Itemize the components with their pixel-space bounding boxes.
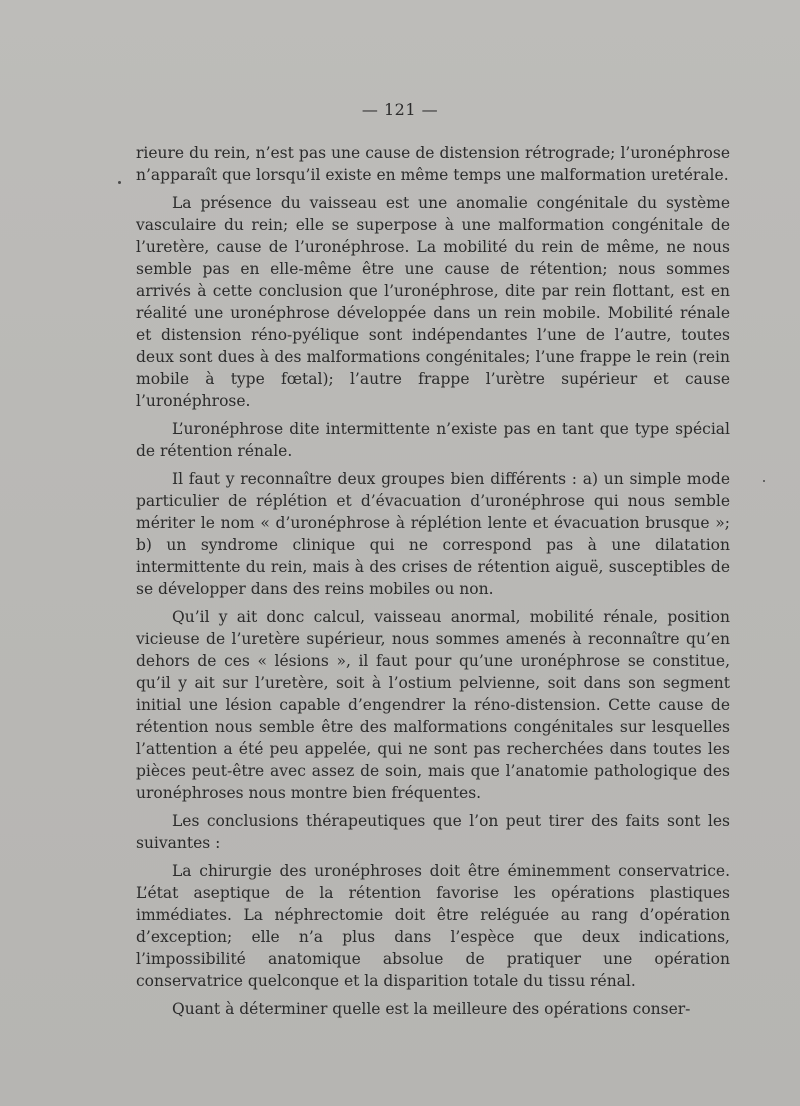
paragraph-7: La chirurgie des uronéphroses doit être éminemment conservatrice. L’état aseptique de la rétention favorise les opérations plastiques immédiates. La néphrectomie doit être reléguée au rang d’opération d’exception; elle n’a plus dans l’espèce que deux indications, l’impossibilité anatomique absolue de pratiquer une opération conservatrice quelconque et la disparition totale du tissu rénal. (136, 862, 730, 990)
page-number: — 121 — (361, 100, 439, 119)
scan-speck (763, 480, 765, 482)
paragraph-2: La présence du vaisseau est une anomalie congénitale du système vasculaire du rein; elle se superpose à une malformation congénitale de l’uretère, cause de l’uronéphrose. La mobilité du rein de même, ne nous semble pas en elle-même être une cause de rétention; nous sommes arrivés à cette conclusion que l’uronéphrose, dite par rein flottant, est en réalité une uronéphrose développée dans un rein mobile. Mobilité rénale et distension réno-pyélique sont indépendantes l’une de l’autre, toutes deux sont dues à des malformations congénitales; l’une frappe le rein (rein mobile à type fœtal); l’autre frappe l’urètre supérieur et cause l’uronéphrose. (136, 194, 730, 410)
paragraph-4: Il faut y reconnaître deux groupes bien différents : a) un simple mode particulier de réplétion et d’évacuation d’uronéphrose qui nous semble mériter le nom « d’uronéphrose à réplétion lente et évacuation brusque »; b) un syndrome clinique qui ne correspond pas à une dilatation intermittente du rein, mais à des crises de rétention aiguë, susceptibles de se développer dans des reins mobiles ou non. (136, 470, 730, 598)
paragraph-6: Les conclusions thérapeutiques que l’on peut tirer des faits sont les suivantes : (136, 812, 730, 852)
paragraph-3: L’uronéphrose dite intermittente n’existe pas en tant que type spécial de rétention rénale. (136, 420, 730, 460)
paragraph-1: rieure du rein, n’est pas une cause de distension rétrograde; l’uronéphrose n’apparaît que lorsqu’il existe en même temps une malformation uretérale. (136, 144, 730, 184)
paragraph-5: Qu’il y ait donc calcul, vaisseau anormal, mobilité rénale, position vicieuse de l’uretère supérieur, nous sommes amenés à reconnaître qu’en dehors de ces « lésions », il faut pour qu’une uronéphrose se constitue, qu’il y ait sur l’uretère, soit à l’ostium pelvienne, soit dans son segment initial une lésion capable d’engendrer la réno-distension. Cette cause de rétention nous semble être des malformations congénitales sur lesquelles l’attention a été peu appelée, qui ne sont pas recherchées dans toutes les pièces peut-être avec assez de soin, mais que l’anatomie pathologique des uronéphroses nous montre bien fréquentes. (136, 608, 730, 802)
paragraph-8: Quant à déterminer quelle est la meilleure des opérations conser- (172, 1000, 691, 1018)
body-text (136, 142, 730, 1026)
scan-speck (118, 181, 121, 184)
